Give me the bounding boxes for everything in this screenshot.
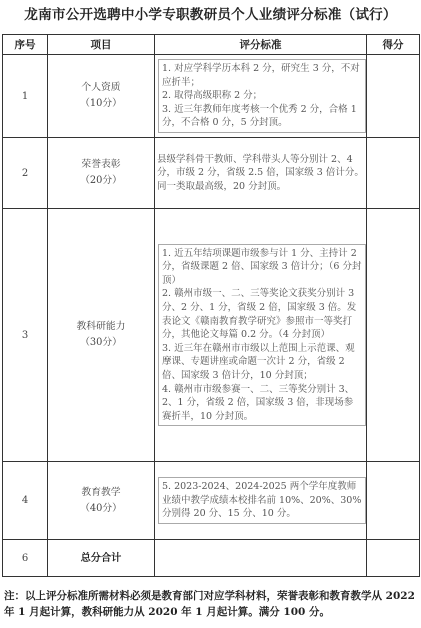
row-criteria bbox=[155, 55, 367, 138]
table-row bbox=[3, 209, 420, 462]
criteria-line: 5. 2023-2024、2024-2025 两个学年度教师业绩中教学成绩本校排名前 10%、20%、30%分别得 20 分、15 分、10 分。 bbox=[162, 481, 362, 520]
score-cell[interactable] bbox=[367, 462, 420, 540]
header-no: 序号 bbox=[3, 35, 48, 55]
criteria-line: 3. 近三年在赣州市市级以上范围上示范课、观摩课、专题讲座或命题一次计 2 分，省级 2 倍、国家级 3 倍计分，10 分封顶； bbox=[162, 342, 355, 381]
header-score: 得分 bbox=[367, 35, 420, 55]
criteria-line: 4. 赣州市市级参赛一、二、三等奖分别计 3、2、1 分，省级 2 倍，国家级 3 倍，非现场参赛折半，10 分封顶。 bbox=[162, 383, 355, 422]
criteria-line: 1. 对应学科学历本科 2 分，研究生 3 分，不对应折半； bbox=[162, 63, 360, 88]
row-item bbox=[48, 209, 155, 462]
score-cell[interactable] bbox=[367, 209, 420, 462]
row-number: 3 bbox=[3, 209, 48, 462]
row-item bbox=[48, 55, 155, 138]
item-points: （10分） bbox=[80, 98, 122, 109]
score-cell[interactable] bbox=[367, 55, 420, 138]
criteria-line: 县级学科骨干教师、学科带头人等分别计 2、4 分，市级 2 分，省级 2.5 倍，国家级 3 倍计分。同一类取最高级，20 分封顶。 bbox=[157, 153, 364, 192]
item-name: 个人资质 bbox=[81, 82, 121, 93]
item-name: 荣誉表彰 bbox=[81, 159, 121, 170]
criteria-line: 3. 近三年教师年度考核一个优秀 2 分，合格 1 分，不合格 0 分，5 分封顶。 bbox=[162, 103, 357, 129]
item-name: 教育教学 bbox=[81, 486, 121, 498]
row-number: 2 bbox=[3, 138, 48, 209]
row-item bbox=[48, 540, 155, 577]
document-title: 龙南市公开选聘中小学专职教研员个人业绩评分标准（试行） bbox=[24, 7, 397, 23]
scoring-table bbox=[2, 34, 420, 577]
item-name: 教科研能力 bbox=[76, 321, 126, 332]
criteria-box bbox=[155, 149, 366, 198]
header-row bbox=[3, 35, 420, 55]
score-cell[interactable] bbox=[367, 540, 420, 577]
row-number: 1 bbox=[3, 55, 48, 138]
table-row bbox=[3, 462, 420, 540]
criteria-box bbox=[158, 477, 366, 524]
row-criteria bbox=[155, 209, 367, 462]
table-row bbox=[3, 138, 420, 209]
criteria-box bbox=[158, 59, 366, 133]
criteria-box bbox=[158, 244, 366, 427]
criteria-line: 2. 赣州市级一、二、三等奖论文获奖分别计 3 分、2 分、1 分，省级 2 倍，国家级 3 倍。发表论文《赣南教育教学研究》参照市一等奖打分，其他论文每篇 0.2 分。（4 分封顶） bbox=[162, 288, 357, 341]
footnote: 注：以上评分标准所需材料必须是教育部门对应学科材料，荣誉表彰和教育教学从 2022 年 1 月起计算，教科研能力从 2020 年 1 月起计算。满分 100 分。 bbox=[4, 590, 415, 618]
total-row bbox=[3, 540, 420, 577]
item-points: （20分） bbox=[80, 175, 122, 186]
header-criteria: 评分标准 bbox=[155, 35, 367, 55]
score-cell[interactable] bbox=[367, 138, 420, 209]
item-points: （30分） bbox=[80, 337, 122, 348]
row-number: 4 bbox=[3, 462, 48, 540]
table-row bbox=[3, 55, 420, 138]
row-item bbox=[48, 462, 155, 540]
row-item bbox=[48, 138, 155, 209]
item-points: （40分） bbox=[80, 502, 122, 514]
criteria-line: 2. 取得高级职称 2 分； bbox=[162, 90, 263, 102]
row-criteria bbox=[155, 462, 367, 540]
row-criteria bbox=[155, 138, 367, 209]
total-label: 总分合计 bbox=[80, 551, 122, 564]
row-number: 6 bbox=[3, 540, 48, 577]
criteria-line: 1. 近五年结项课题市级参与计 1 分、主持计 2 分，省级课题 2 倍、国家级 3 倍计分；（6 分封顶） bbox=[162, 247, 362, 286]
row-criteria bbox=[155, 540, 367, 577]
header-item: 项目 bbox=[48, 35, 155, 55]
